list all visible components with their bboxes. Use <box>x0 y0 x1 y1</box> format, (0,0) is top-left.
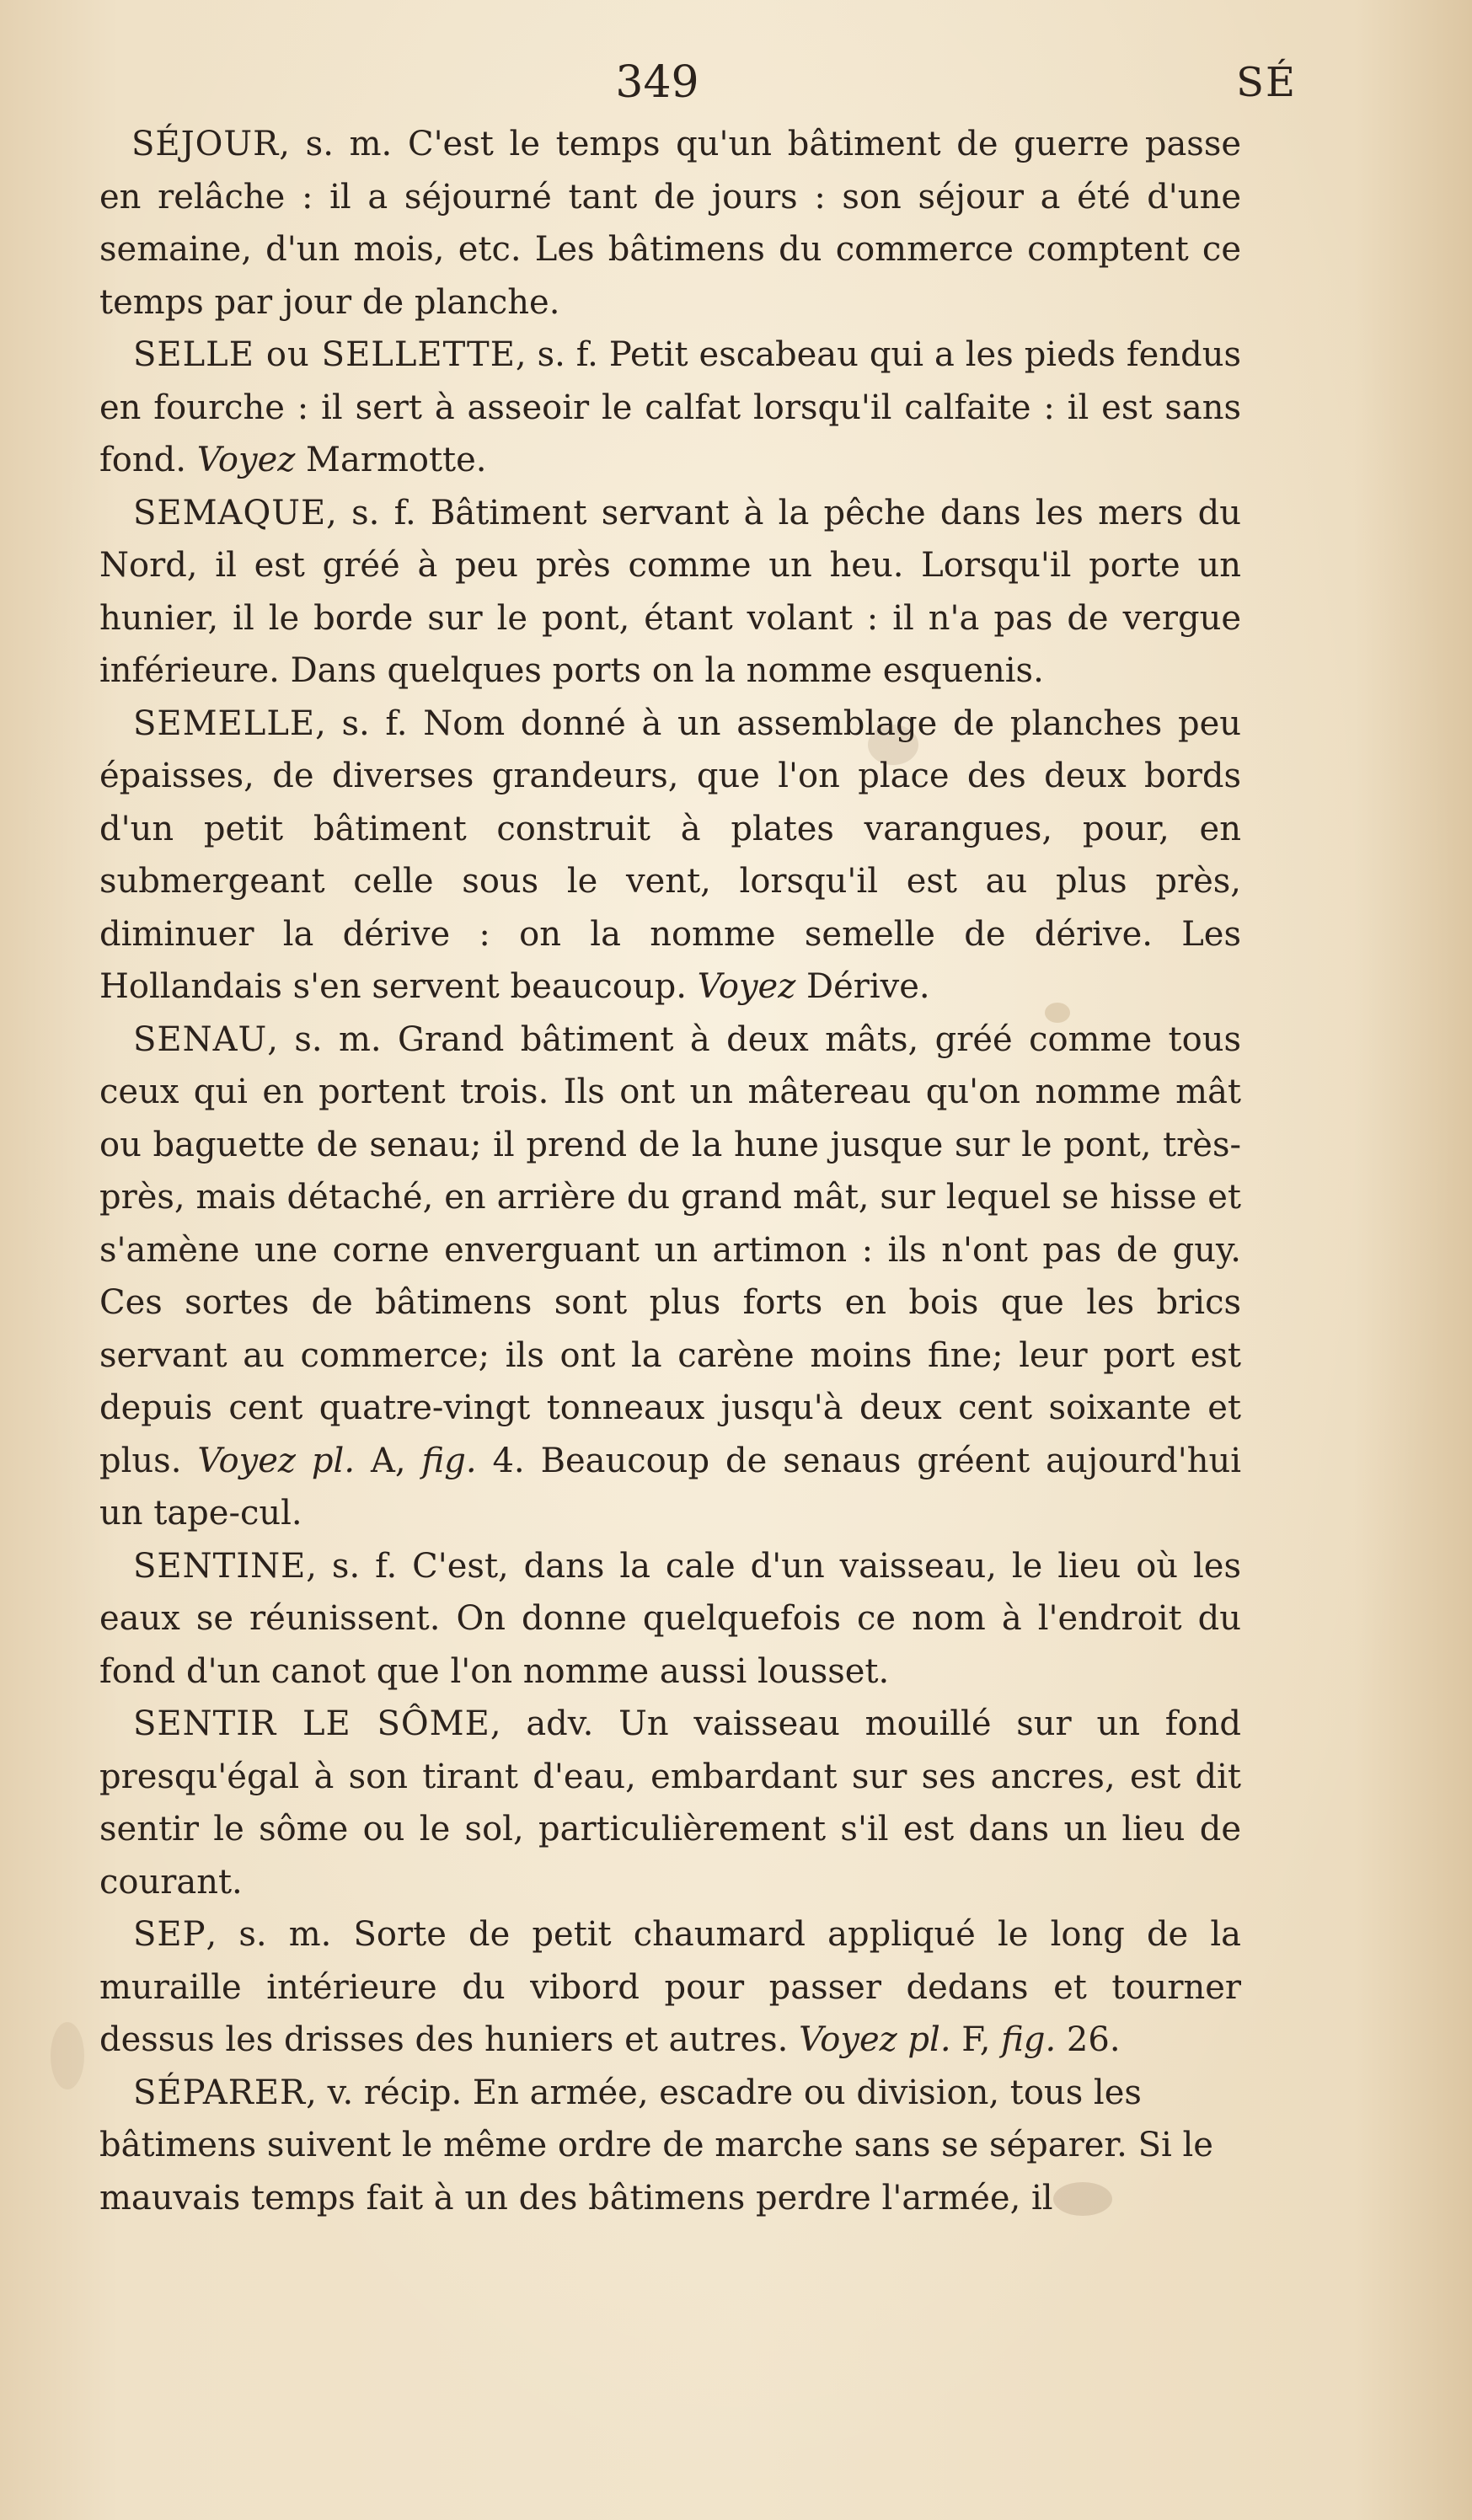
cross-reference-label: Voyez <box>196 441 296 479</box>
entry-separer <box>99 2067 1241 2225</box>
part-of-speech: , s. f. <box>326 493 416 532</box>
definition: Bâtiment servant à la pêche dans les mers du Nord, il est gréé à peu près comme un heu. Lorsqu'il porte un hunier, il le borde sur le pont, étant volant : il n'a pas de vergue inférieure. Dans quelques ports on la nomme esquenis. <box>99 493 1241 690</box>
headword: SEP <box>133 1915 206 1954</box>
definition: Grand bâtiment à deux mâts, gréé comme tous ceux qui en portent trois. Ils ont un mâtereau qu'on nomme mât ou baguette de senau; il prend de la hune jusque sur le pont, très-près, mais détaché, en arrière du grand mât, sur lequel se hisse et s'amène une corne enverguant un artimon : ils n'ont pas de guy. Ces sortes de bâtimens sont plus forts en bois que les brics servant au commerce; ils ont la carène moins fine; leur port est depuis cent quatre-vingt tonneaux jusqu'à deux cent soixante et plus. <box>99 1019 1241 1480</box>
cross-reference-target: Marmotte. <box>295 441 487 479</box>
part-of-speech: , s. m. <box>267 1019 382 1059</box>
figure-target: 4. Beaucoup de senaus gréent aujourd'hui un tape-cul. <box>99 1441 1242 1533</box>
page-number: 349 <box>615 57 699 108</box>
headword: SENTINE <box>133 1546 307 1586</box>
headword: SELLE ou SELLETTE <box>133 335 516 374</box>
entry-senau <box>99 1014 1241 1540</box>
paper-stain <box>51 2022 84 2089</box>
definition: Petit escabeau qui a les pieds fendus en fourche : il sert à asseoir le calfat lorsqu'il calfaite : il est sans fond. <box>99 335 1241 479</box>
part-of-speech: , s. f. <box>315 704 408 743</box>
cross-reference-target: Dérive. <box>795 967 930 1006</box>
entry-sejour <box>99 118 1241 329</box>
definition: Nom donné à un assemblage de planches peu épaisses, de diverses grandeurs, que l'on place des deux bords d'un petit bâtiment construit à plates varangues, pour, en submergeant celle sous le vent, lorsqu'il est au plus près, diminuer la dérive : on la nomme semelle de dérive. Les Hollandais s'en servent beaucoup. <box>99 704 1242 1006</box>
running-head: SÉ <box>1236 59 1297 106</box>
cross-reference-label: Voyez <box>697 967 796 1006</box>
entry-selle <box>99 329 1241 487</box>
entry-sentine <box>99 1540 1241 1699</box>
entry-semaque <box>99 487 1241 698</box>
part-of-speech: , s. f. <box>515 335 598 374</box>
entry-sep <box>99 1908 1241 2067</box>
figure-label: fig. <box>421 1441 477 1480</box>
headword: SÉJOUR <box>131 125 280 163</box>
cross-reference-target: A, <box>355 1441 422 1480</box>
headword: SENTIR LE SÔME <box>133 1704 490 1743</box>
definition: Un vaisseau mouillé sur un fond presqu'égal à son tirant d'eau, embardant sur ses ancres, est dit sentir le sôme ou le sol, particulièrement s'il est dans un lieu de courant. <box>99 1704 1241 1902</box>
part-of-speech: , adv. <box>490 1704 594 1743</box>
headword: SÉPARER <box>133 2073 307 2112</box>
headword: SEMAQUE <box>133 493 327 532</box>
page-header <box>0 49 1472 116</box>
figure-label: fig. <box>1001 2020 1057 2059</box>
part-of-speech: , s. f. <box>306 1546 398 1586</box>
cross-reference-target: F, <box>950 2020 1002 2059</box>
entry-semelle <box>99 698 1241 1014</box>
definition: C'est le temps qu'un bâtiment de guerre passe en relâche : il a séjourné tant de jours : son séjour a été d'une semaine, d'un mois, etc. Les bâtimens du commerce comptent ce temps par jour de planche. <box>99 125 1242 322</box>
part-of-speech: , v. récip. <box>306 2073 463 2112</box>
headword: SEMELLE <box>133 704 316 743</box>
headword: SENAU <box>133 1019 268 1059</box>
definition: En armée, escadre ou division, tous les bâtimens suivent le même ordre de marche sans se séparer. Si le mauvais temps fait à un des bâtimens perdre l'armée, il <box>99 2073 1213 2218</box>
figure-target: 26. <box>1056 2020 1121 2059</box>
dictionary-text <box>99 118 1241 2224</box>
part-of-speech: , s. m. <box>206 1915 332 1954</box>
entry-sentir-le-some <box>99 1698 1241 1908</box>
part-of-speech: , s. m. <box>279 125 393 163</box>
definition: C'est, dans la cale d'un vaisseau, le lieu où les eaux se réunissent. On donne quelquefois ce nom à l'endroit du fond d'un canot que l'on nomme aussi lousset. <box>99 1546 1242 1691</box>
cross-reference-label: Voyez pl. <box>197 1441 356 1480</box>
cross-reference-label: Voyez pl. <box>799 2020 951 2059</box>
definition: Sorte de petit chaumard appliqué le long de la muraille intérieure du vibord pour passer dedans et tourner dessus les drisses des huniers et autres. <box>99 1915 1242 2059</box>
